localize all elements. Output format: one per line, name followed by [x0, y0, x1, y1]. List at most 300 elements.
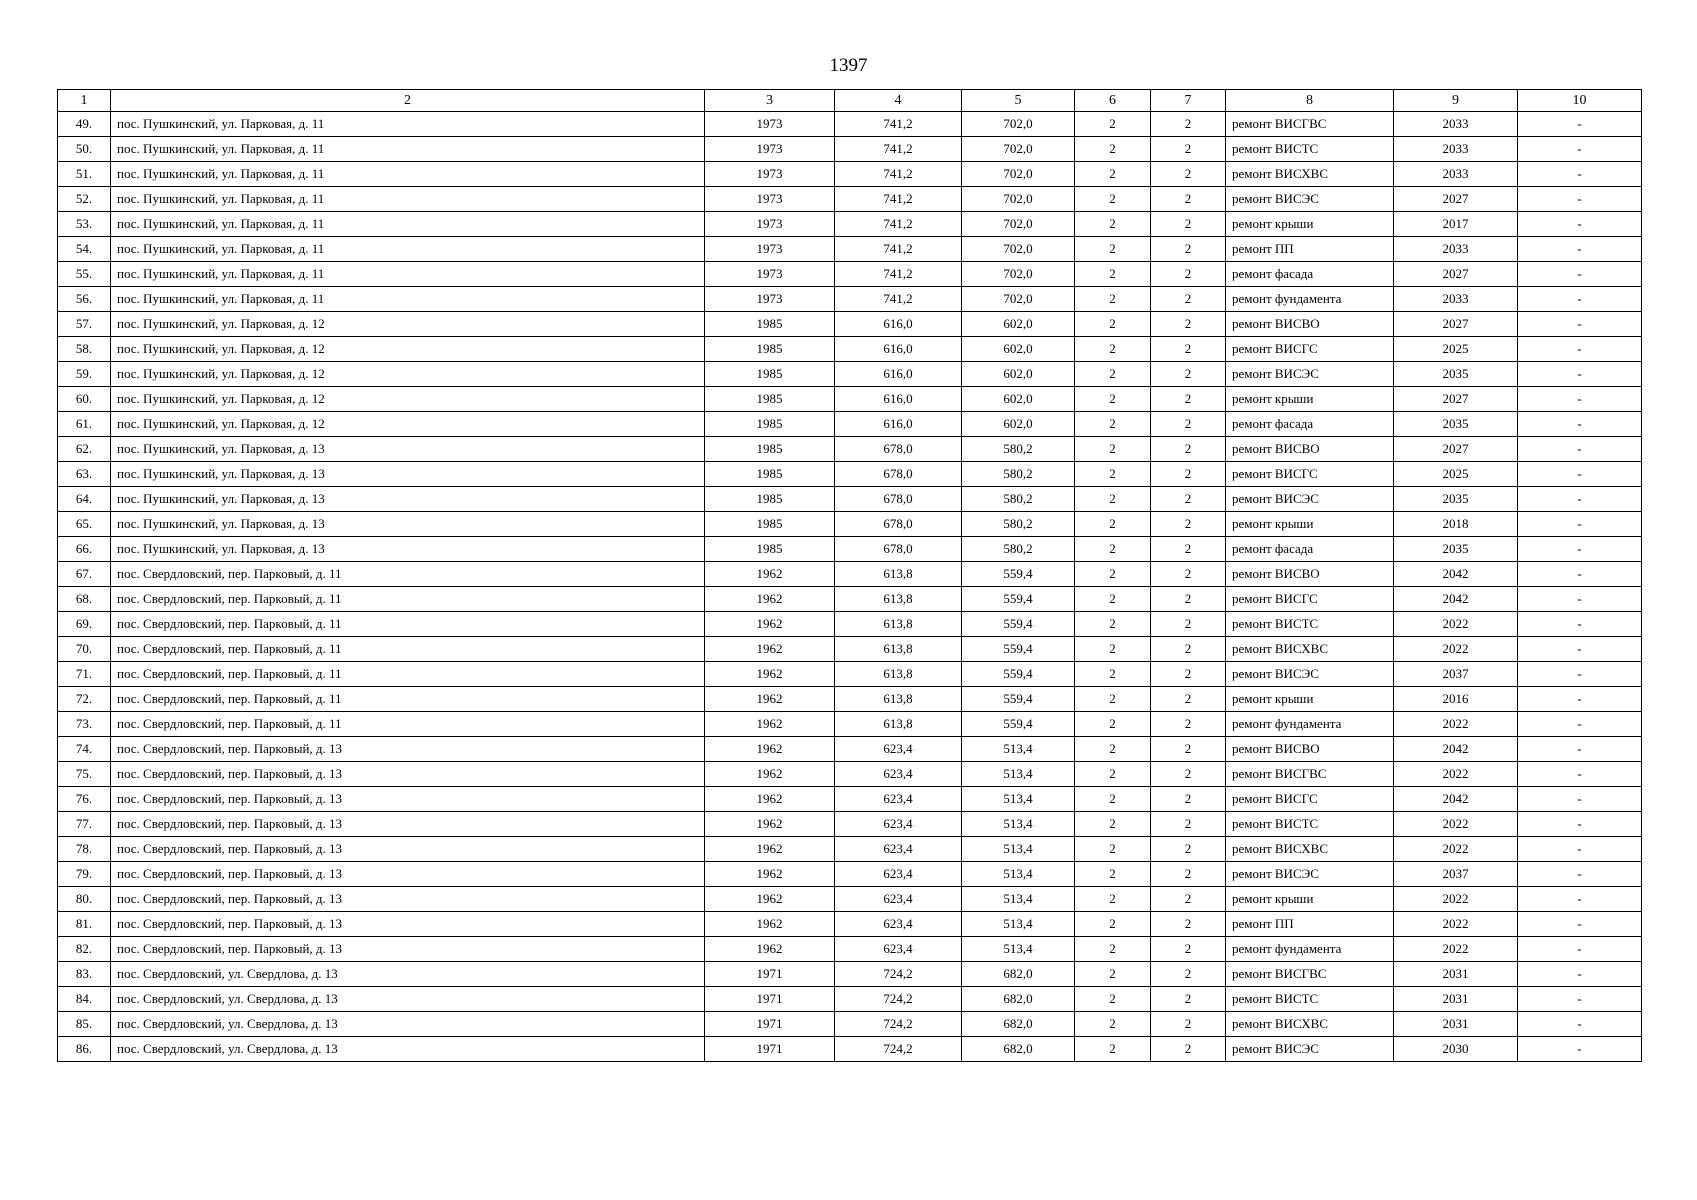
- value-col-6-cell: 2: [1075, 662, 1151, 687]
- work-type-cell: ремонт ПП: [1226, 912, 1394, 937]
- value-col-6-cell: 2: [1075, 912, 1151, 937]
- year-built-cell: 1973: [705, 162, 835, 187]
- work-type-cell: ремонт ВИСЭС: [1226, 487, 1394, 512]
- table-row: [58, 612, 1642, 637]
- value-col-10-cell: -: [1518, 337, 1642, 362]
- total-area-cell: 616,0: [835, 362, 962, 387]
- table-row: [58, 487, 1642, 512]
- value-col-10-cell: -: [1518, 637, 1642, 662]
- row-number-cell: 79.: [58, 862, 111, 887]
- planned-year-cell: 2025: [1394, 462, 1518, 487]
- address-cell: пос. Пушкинский, ул. Парковая, д. 13: [111, 487, 705, 512]
- planned-year-cell: 2042: [1394, 737, 1518, 762]
- year-built-cell: 1962: [705, 637, 835, 662]
- table-row: [58, 362, 1642, 387]
- work-type-cell: ремонт ВИСЭС: [1226, 862, 1394, 887]
- year-built-cell: 1962: [705, 862, 835, 887]
- table-row: [58, 312, 1642, 337]
- value-col-6-cell: 2: [1075, 462, 1151, 487]
- value-col-7-cell: 2: [1151, 162, 1226, 187]
- year-built-cell: 1962: [705, 912, 835, 937]
- table-row: [58, 637, 1642, 662]
- row-number-cell: 60.: [58, 387, 111, 412]
- row-number-cell: 53.: [58, 212, 111, 237]
- address-cell: пос. Пушкинский, ул. Парковая, д. 13: [111, 512, 705, 537]
- work-type-cell: ремонт ВИСГС: [1226, 587, 1394, 612]
- table-row: [58, 412, 1642, 437]
- planned-year-cell: 2022: [1394, 887, 1518, 912]
- year-built-cell: 1973: [705, 262, 835, 287]
- year-built-cell: 1962: [705, 937, 835, 962]
- living-area-cell: 602,0: [962, 362, 1075, 387]
- value-col-6-cell: 2: [1075, 687, 1151, 712]
- total-area-cell: 616,0: [835, 387, 962, 412]
- total-area-cell: 678,0: [835, 512, 962, 537]
- value-col-10-cell: -: [1518, 562, 1642, 587]
- living-area-cell: 602,0: [962, 387, 1075, 412]
- value-col-7-cell: 2: [1151, 412, 1226, 437]
- year-built-cell: 1962: [705, 687, 835, 712]
- value-col-7-cell: 2: [1151, 762, 1226, 787]
- value-col-6-cell: 2: [1075, 537, 1151, 562]
- row-number-cell: 52.: [58, 187, 111, 212]
- row-number-cell: 63.: [58, 462, 111, 487]
- value-col-7-cell: 2: [1151, 237, 1226, 262]
- value-col-6-cell: 2: [1075, 887, 1151, 912]
- planned-year-cell: 2022: [1394, 612, 1518, 637]
- planned-year-cell: 2031: [1394, 987, 1518, 1012]
- living-area-cell: 580,2: [962, 487, 1075, 512]
- total-area-cell: 678,0: [835, 462, 962, 487]
- living-area-cell: 559,4: [962, 612, 1075, 637]
- living-area-cell: 580,2: [962, 537, 1075, 562]
- value-col-7-cell: 2: [1151, 462, 1226, 487]
- page-number: 1397: [829, 55, 868, 76]
- address-cell: пос. Пушкинский, ул. Парковая, д. 13: [111, 537, 705, 562]
- repair-schedule-table: [57, 89, 1642, 1062]
- row-number-cell: 73.: [58, 712, 111, 737]
- living-area-cell: 559,4: [962, 562, 1075, 587]
- row-number-cell: 64.: [58, 487, 111, 512]
- year-built-cell: 1973: [705, 287, 835, 312]
- value-col-7-cell: 2: [1151, 962, 1226, 987]
- total-area-cell: 678,0: [835, 487, 962, 512]
- row-number-cell: 81.: [58, 912, 111, 937]
- table-row: [58, 687, 1642, 712]
- row-number-cell: 67.: [58, 562, 111, 587]
- planned-year-cell: 2027: [1394, 187, 1518, 212]
- total-area-cell: 623,4: [835, 762, 962, 787]
- table-row: [58, 512, 1642, 537]
- planned-year-cell: 2033: [1394, 237, 1518, 262]
- column-header-10: 10: [1518, 90, 1642, 112]
- planned-year-cell: 2017: [1394, 212, 1518, 237]
- value-col-7-cell: 2: [1151, 262, 1226, 287]
- value-col-7-cell: 2: [1151, 512, 1226, 537]
- living-area-cell: 513,4: [962, 812, 1075, 837]
- address-cell: пос. Пушкинский, ул. Парковая, д. 13: [111, 462, 705, 487]
- living-area-cell: 682,0: [962, 1037, 1075, 1062]
- row-number-cell: 57.: [58, 312, 111, 337]
- value-col-10-cell: -: [1518, 237, 1642, 262]
- living-area-cell: 702,0: [962, 287, 1075, 312]
- value-col-7-cell: 2: [1151, 537, 1226, 562]
- total-area-cell: 613,8: [835, 637, 962, 662]
- living-area-cell: 580,2: [962, 437, 1075, 462]
- total-area-cell: 616,0: [835, 337, 962, 362]
- total-area-cell: 623,4: [835, 812, 962, 837]
- address-cell: пос. Свердловский, пер. Парковый, д. 13: [111, 937, 705, 962]
- value-col-10-cell: -: [1518, 587, 1642, 612]
- planned-year-cell: 2022: [1394, 937, 1518, 962]
- total-area-cell: 623,4: [835, 937, 962, 962]
- row-number-cell: 69.: [58, 612, 111, 637]
- row-number-cell: 84.: [58, 987, 111, 1012]
- work-type-cell: ремонт ВИСТС: [1226, 812, 1394, 837]
- total-area-cell: 613,8: [835, 562, 962, 587]
- value-col-6-cell: 2: [1075, 962, 1151, 987]
- year-built-cell: 1962: [705, 787, 835, 812]
- work-type-cell: ремонт ВИСХВС: [1226, 837, 1394, 862]
- address-cell: пос. Свердловский, ул. Свердлова, д. 13: [111, 962, 705, 987]
- living-area-cell: 682,0: [962, 962, 1075, 987]
- value-col-6-cell: 2: [1075, 312, 1151, 337]
- table-row: [58, 587, 1642, 612]
- value-col-7-cell: 2: [1151, 987, 1226, 1012]
- total-area-cell: 623,4: [835, 887, 962, 912]
- value-col-7-cell: 2: [1151, 912, 1226, 937]
- value-col-10-cell: -: [1518, 412, 1642, 437]
- work-type-cell: ремонт ВИСХВС: [1226, 162, 1394, 187]
- value-col-7-cell: 2: [1151, 112, 1226, 137]
- planned-year-cell: 2022: [1394, 762, 1518, 787]
- row-number-cell: 61.: [58, 412, 111, 437]
- year-built-cell: 1973: [705, 137, 835, 162]
- work-type-cell: ремонт ВИСГС: [1226, 462, 1394, 487]
- year-built-cell: 1971: [705, 1012, 835, 1037]
- value-col-7-cell: 2: [1151, 287, 1226, 312]
- planned-year-cell: 2031: [1394, 1012, 1518, 1037]
- value-col-6-cell: 2: [1075, 787, 1151, 812]
- total-area-cell: 678,0: [835, 437, 962, 462]
- row-number-cell: 86.: [58, 1037, 111, 1062]
- address-cell: пос. Свердловский, ул. Свердлова, д. 13: [111, 1012, 705, 1037]
- value-col-6-cell: 2: [1075, 387, 1151, 412]
- table-row: [58, 337, 1642, 362]
- column-header-3: 3: [705, 90, 835, 112]
- work-type-cell: ремонт ВИСЭС: [1226, 1037, 1394, 1062]
- total-area-cell: 724,2: [835, 1012, 962, 1037]
- year-built-cell: 1985: [705, 387, 835, 412]
- value-col-10-cell: -: [1518, 1037, 1642, 1062]
- value-col-10-cell: -: [1518, 487, 1642, 512]
- value-col-10-cell: -: [1518, 387, 1642, 412]
- value-col-6-cell: 2: [1075, 512, 1151, 537]
- table-row: [58, 862, 1642, 887]
- value-col-10-cell: -: [1518, 187, 1642, 212]
- value-col-10-cell: -: [1518, 312, 1642, 337]
- value-col-7-cell: 2: [1151, 212, 1226, 237]
- value-col-6-cell: 2: [1075, 737, 1151, 762]
- total-area-cell: 741,2: [835, 187, 962, 212]
- work-type-cell: ремонт ВИСВО: [1226, 312, 1394, 337]
- value-col-6-cell: 2: [1075, 837, 1151, 862]
- living-area-cell: 513,4: [962, 787, 1075, 812]
- work-type-cell: ремонт ВИСХВС: [1226, 1012, 1394, 1037]
- address-cell: пос. Свердловский, пер. Парковый, д. 11: [111, 562, 705, 587]
- planned-year-cell: 2037: [1394, 862, 1518, 887]
- value-col-10-cell: -: [1518, 1012, 1642, 1037]
- address-cell: пос. Пушкинский, ул. Парковая, д. 12: [111, 312, 705, 337]
- value-col-6-cell: 2: [1075, 212, 1151, 237]
- row-number-cell: 65.: [58, 512, 111, 537]
- column-header-4: 4: [835, 90, 962, 112]
- value-col-6-cell: 2: [1075, 987, 1151, 1012]
- address-cell: пос. Свердловский, пер. Парковый, д. 13: [111, 762, 705, 787]
- value-col-7-cell: 2: [1151, 662, 1226, 687]
- year-built-cell: 1985: [705, 537, 835, 562]
- year-built-cell: 1962: [705, 562, 835, 587]
- total-area-cell: 613,8: [835, 712, 962, 737]
- planned-year-cell: 2016: [1394, 687, 1518, 712]
- planned-year-cell: 2035: [1394, 412, 1518, 437]
- value-col-7-cell: 2: [1151, 487, 1226, 512]
- total-area-cell: 616,0: [835, 312, 962, 337]
- value-col-10-cell: -: [1518, 137, 1642, 162]
- living-area-cell: 702,0: [962, 212, 1075, 237]
- planned-year-cell: 2027: [1394, 312, 1518, 337]
- table-row: [58, 137, 1642, 162]
- table-row: [58, 787, 1642, 812]
- address-cell: пос. Свердловский, пер. Парковый, д. 13: [111, 812, 705, 837]
- value-col-6-cell: 2: [1075, 612, 1151, 637]
- value-col-6-cell: 2: [1075, 262, 1151, 287]
- row-number-cell: 56.: [58, 287, 111, 312]
- value-col-10-cell: -: [1518, 762, 1642, 787]
- year-built-cell: 1985: [705, 462, 835, 487]
- living-area-cell: 513,4: [962, 912, 1075, 937]
- living-area-cell: 702,0: [962, 237, 1075, 262]
- value-col-7-cell: 2: [1151, 812, 1226, 837]
- work-type-cell: ремонт ВИСГВС: [1226, 962, 1394, 987]
- table-row: [58, 762, 1642, 787]
- living-area-cell: 580,2: [962, 462, 1075, 487]
- work-type-cell: ремонт ВИСЭС: [1226, 362, 1394, 387]
- living-area-cell: 602,0: [962, 312, 1075, 337]
- value-col-10-cell: -: [1518, 812, 1642, 837]
- address-cell: пос. Свердловский, пер. Парковый, д. 13: [111, 887, 705, 912]
- planned-year-cell: 2022: [1394, 637, 1518, 662]
- row-number-cell: 58.: [58, 337, 111, 362]
- table-row: [58, 562, 1642, 587]
- value-col-10-cell: -: [1518, 737, 1642, 762]
- work-type-cell: ремонт ПП: [1226, 237, 1394, 262]
- value-col-6-cell: 2: [1075, 437, 1151, 462]
- work-type-cell: ремонт фундамента: [1226, 712, 1394, 737]
- table-row: [58, 287, 1642, 312]
- work-type-cell: ремонт ВИСТС: [1226, 987, 1394, 1012]
- total-area-cell: 623,4: [835, 787, 962, 812]
- total-area-cell: 678,0: [835, 537, 962, 562]
- table-row: [58, 812, 1642, 837]
- work-type-cell: ремонт фасада: [1226, 262, 1394, 287]
- value-col-10-cell: -: [1518, 662, 1642, 687]
- work-type-cell: ремонт ВИСЭС: [1226, 187, 1394, 212]
- work-type-cell: ремонт ВИСГВС: [1226, 112, 1394, 137]
- row-number-cell: 74.: [58, 737, 111, 762]
- value-col-10-cell: -: [1518, 887, 1642, 912]
- total-area-cell: 741,2: [835, 112, 962, 137]
- work-type-cell: ремонт фундамента: [1226, 937, 1394, 962]
- value-col-7-cell: 2: [1151, 312, 1226, 337]
- work-type-cell: ремонт ВИСЭС: [1226, 662, 1394, 687]
- total-area-cell: 613,8: [835, 662, 962, 687]
- value-col-7-cell: 2: [1151, 562, 1226, 587]
- year-built-cell: 1985: [705, 437, 835, 462]
- work-type-cell: ремонт крыши: [1226, 212, 1394, 237]
- value-col-6-cell: 2: [1075, 937, 1151, 962]
- row-number-cell: 85.: [58, 1012, 111, 1037]
- value-col-10-cell: -: [1518, 837, 1642, 862]
- value-col-7-cell: 2: [1151, 587, 1226, 612]
- work-type-cell: ремонт фасада: [1226, 412, 1394, 437]
- address-cell: пос. Свердловский, пер. Парковый, д. 11: [111, 637, 705, 662]
- planned-year-cell: 2042: [1394, 587, 1518, 612]
- living-area-cell: 702,0: [962, 162, 1075, 187]
- living-area-cell: 513,4: [962, 737, 1075, 762]
- value-col-6-cell: 2: [1075, 337, 1151, 362]
- year-built-cell: 1962: [705, 837, 835, 862]
- table-row: [58, 937, 1642, 962]
- table-row: [58, 187, 1642, 212]
- value-col-10-cell: -: [1518, 262, 1642, 287]
- table-row: [58, 162, 1642, 187]
- year-built-cell: 1962: [705, 762, 835, 787]
- living-area-cell: 702,0: [962, 262, 1075, 287]
- address-cell: пос. Свердловский, пер. Парковый, д. 13: [111, 862, 705, 887]
- total-area-cell: 623,4: [835, 912, 962, 937]
- value-col-7-cell: 2: [1151, 712, 1226, 737]
- work-type-cell: ремонт ВИСГС: [1226, 787, 1394, 812]
- row-number-cell: 68.: [58, 587, 111, 612]
- value-col-10-cell: -: [1518, 362, 1642, 387]
- value-col-6-cell: 2: [1075, 862, 1151, 887]
- table-row: [58, 987, 1642, 1012]
- value-col-7-cell: 2: [1151, 187, 1226, 212]
- year-built-cell: 1962: [705, 712, 835, 737]
- table-row: [58, 437, 1642, 462]
- year-built-cell: 1962: [705, 587, 835, 612]
- row-number-cell: 71.: [58, 662, 111, 687]
- living-area-cell: 682,0: [962, 987, 1075, 1012]
- value-col-10-cell: -: [1518, 462, 1642, 487]
- year-built-cell: 1962: [705, 737, 835, 762]
- living-area-cell: 559,4: [962, 687, 1075, 712]
- address-cell: пос. Пушкинский, ул. Парковая, д. 11: [111, 212, 705, 237]
- value-col-7-cell: 2: [1151, 937, 1226, 962]
- planned-year-cell: 2035: [1394, 362, 1518, 387]
- planned-year-cell: 2027: [1394, 437, 1518, 462]
- living-area-cell: 513,4: [962, 862, 1075, 887]
- table-row: [58, 212, 1642, 237]
- table-body: [58, 112, 1642, 1062]
- work-type-cell: ремонт крыши: [1226, 512, 1394, 537]
- address-cell: пос. Пушкинский, ул. Парковая, д. 11: [111, 137, 705, 162]
- address-cell: пос. Пушкинский, ул. Парковая, д. 12: [111, 387, 705, 412]
- address-cell: пос. Свердловский, ул. Свердлова, д. 13: [111, 1037, 705, 1062]
- table-row: [58, 462, 1642, 487]
- value-col-7-cell: 2: [1151, 137, 1226, 162]
- year-built-cell: 1973: [705, 187, 835, 212]
- value-col-10-cell: -: [1518, 912, 1642, 937]
- year-built-cell: 1973: [705, 112, 835, 137]
- row-number-cell: 82.: [58, 937, 111, 962]
- address-cell: пос. Пушкинский, ул. Парковая, д. 12: [111, 412, 705, 437]
- total-area-cell: 741,2: [835, 162, 962, 187]
- value-col-6-cell: 2: [1075, 562, 1151, 587]
- living-area-cell: 702,0: [962, 137, 1075, 162]
- planned-year-cell: 2033: [1394, 287, 1518, 312]
- address-cell: пос. Пушкинский, ул. Парковая, д. 11: [111, 112, 705, 137]
- address-cell: пос. Свердловский, пер. Парковый, д. 11: [111, 587, 705, 612]
- value-col-7-cell: 2: [1151, 887, 1226, 912]
- total-area-cell: 741,2: [835, 262, 962, 287]
- address-cell: пос. Свердловский, пер. Парковый, д. 11: [111, 662, 705, 687]
- total-area-cell: 724,2: [835, 1037, 962, 1062]
- address-cell: пос. Пушкинский, ул. Парковая, д. 13: [111, 437, 705, 462]
- address-cell: пос. Свердловский, пер. Парковый, д. 11: [111, 687, 705, 712]
- planned-year-cell: 2027: [1394, 387, 1518, 412]
- row-number-cell: 72.: [58, 687, 111, 712]
- table-row: [58, 662, 1642, 687]
- row-number-cell: 75.: [58, 762, 111, 787]
- planned-year-cell: 2018: [1394, 512, 1518, 537]
- living-area-cell: 702,0: [962, 187, 1075, 212]
- value-col-7-cell: 2: [1151, 612, 1226, 637]
- work-type-cell: ремонт крыши: [1226, 387, 1394, 412]
- address-cell: пос. Свердловский, ул. Свердлова, д. 13: [111, 987, 705, 1012]
- value-col-6-cell: 2: [1075, 187, 1151, 212]
- table-row: [58, 262, 1642, 287]
- column-header-9: 9: [1394, 90, 1518, 112]
- address-cell: пос. Свердловский, пер. Парковый, д. 11: [111, 612, 705, 637]
- table-row: [58, 912, 1642, 937]
- value-col-10-cell: -: [1518, 962, 1642, 987]
- column-header-5: 5: [962, 90, 1075, 112]
- value-col-10-cell: -: [1518, 987, 1642, 1012]
- address-cell: пос. Свердловский, пер. Парковый, д. 13: [111, 787, 705, 812]
- address-cell: пос. Свердловский, пер. Парковый, д. 11: [111, 712, 705, 737]
- value-col-7-cell: 2: [1151, 1012, 1226, 1037]
- value-col-6-cell: 2: [1075, 412, 1151, 437]
- planned-year-cell: 2035: [1394, 487, 1518, 512]
- total-area-cell: 623,4: [835, 862, 962, 887]
- year-built-cell: 1962: [705, 612, 835, 637]
- total-area-cell: 613,8: [835, 587, 962, 612]
- total-area-cell: 741,2: [835, 137, 962, 162]
- column-header-6: 6: [1075, 90, 1151, 112]
- row-number-cell: 51.: [58, 162, 111, 187]
- total-area-cell: 613,8: [835, 612, 962, 637]
- value-col-6-cell: 2: [1075, 137, 1151, 162]
- table-row: [58, 387, 1642, 412]
- living-area-cell: 559,4: [962, 637, 1075, 662]
- value-col-10-cell: -: [1518, 112, 1642, 137]
- planned-year-cell: 2033: [1394, 137, 1518, 162]
- value-col-6-cell: 2: [1075, 362, 1151, 387]
- address-cell: пос. Свердловский, пер. Парковый, д. 13: [111, 912, 705, 937]
- value-col-10-cell: -: [1518, 687, 1642, 712]
